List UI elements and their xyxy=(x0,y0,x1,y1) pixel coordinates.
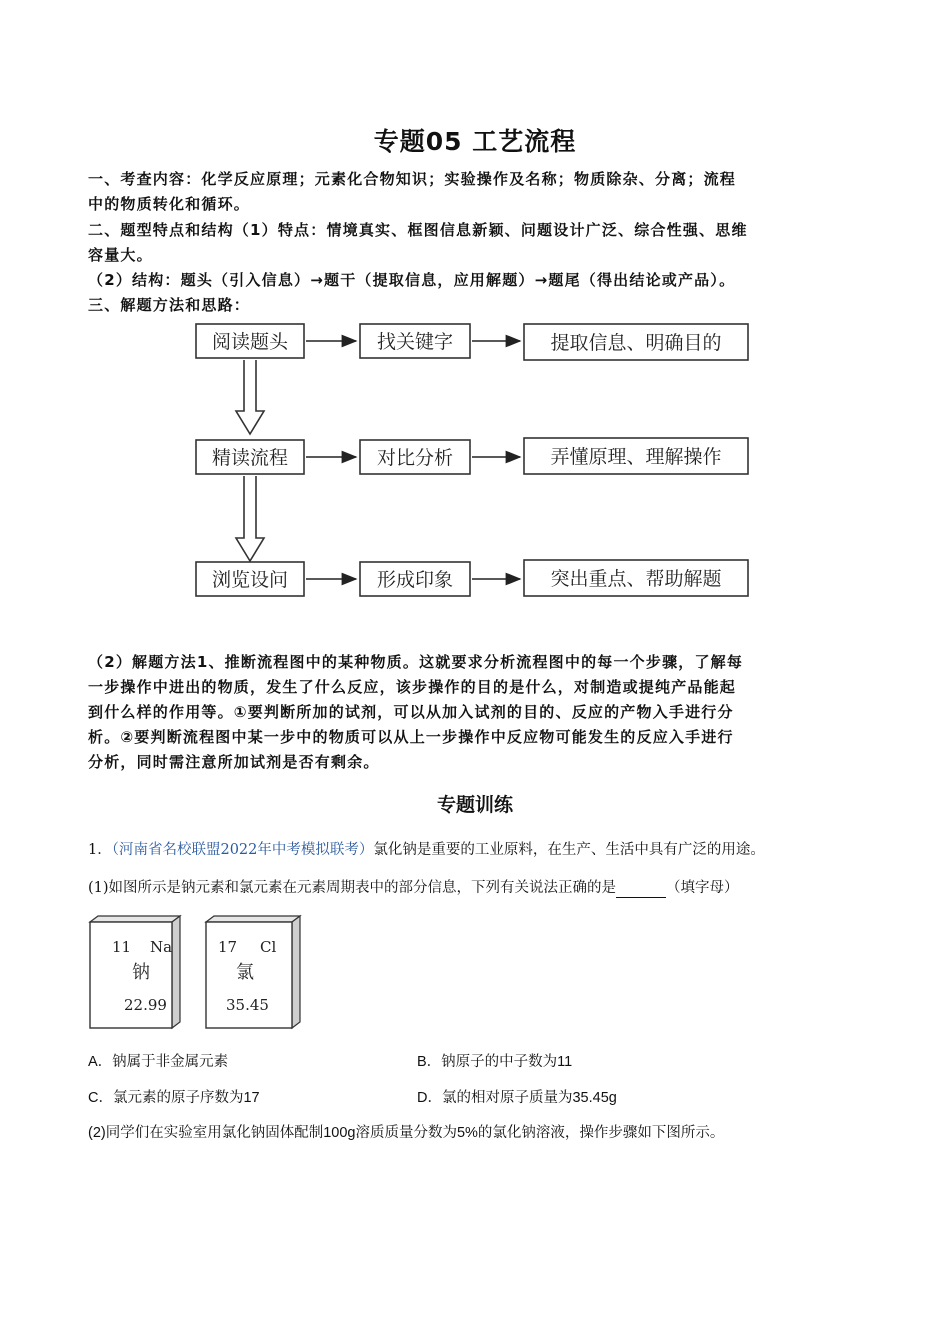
element-name: 钠 xyxy=(132,962,150,983)
down-arrow xyxy=(236,476,264,561)
flow-box-label: 提取信息、明确目的 xyxy=(550,332,722,354)
element-number: 11 xyxy=(112,938,132,956)
question-1-sub1 xyxy=(88,878,888,898)
question-source: （河南省名校联盟2022年中考模拟联考） xyxy=(111,842,374,858)
question-1-sub2: (2)同学们在实验室用氯化钠固体配制100g溶质质量分数为5%的氯化钠溶液，操作步骤如下图所示。 xyxy=(88,1125,725,1141)
intro-paragraph-4: 三、解题方法和思路： xyxy=(88,296,251,314)
method-line: 一步操作中进出的物质，发生了什么反应，该步操作的目的是什么，对制造或提纯产品能起 xyxy=(88,678,737,696)
element-mass: 22.99 xyxy=(124,996,167,1014)
option-c[interactable]: C．氯元素的原子序数为17 xyxy=(88,1090,260,1106)
flow-box-label: 突出重点、帮助解题 xyxy=(550,568,722,590)
element-mass: 35.45 xyxy=(226,996,269,1014)
intro-line: 容量大。 xyxy=(88,246,153,264)
element-name: 氯 xyxy=(236,962,254,983)
question-number: 1． xyxy=(88,842,112,858)
element-number: 17 xyxy=(218,938,238,956)
flow-box-label: 对比分析 xyxy=(376,447,454,469)
method-line: （2）解题方法1、推断流程图中的某种物质。这就要求分析流程图中的每一个步骤，了解每 xyxy=(88,653,744,671)
flow-box-label: 阅读题头 xyxy=(211,331,289,353)
method-paragraph xyxy=(88,650,868,775)
element-symbol: Na xyxy=(150,938,173,956)
intro-paragraph-3: （2）结构：题头（引入信息）→题干（提取信息，应用解题）→题尾（得出结论或产品）。 xyxy=(88,271,736,289)
option-b[interactable]: B．钠原子的中子数为11 xyxy=(417,1054,573,1070)
intro-line: 中的物质转化和循环。 xyxy=(88,195,251,213)
flow-box-label: 精读流程 xyxy=(211,447,289,469)
element-card-na xyxy=(90,916,180,1028)
flow-box-label: 弄懂原理、理解操作 xyxy=(550,446,722,468)
flow-box-label: 形成印象 xyxy=(376,569,454,591)
option-d[interactable]: D．氯的相对原子质量为35.45g xyxy=(417,1090,617,1106)
intro-paragraph-2 xyxy=(88,218,868,268)
solving-flowchart xyxy=(188,316,768,606)
intro-line: 二、题型特点和结构（1）特点：情境真实、框图信息新颖、问题设计广泛、综合性强、思维 xyxy=(88,221,748,239)
method-line: 分析，同时需注意所加试剂是否有剩余。 xyxy=(88,753,380,771)
intro-line: 一、考查内容：化学反应原理；元素化合物知识；实验操作及名称；物质除杂、分离；流程 xyxy=(88,170,737,188)
down-arrow xyxy=(236,360,264,434)
answer-blank[interactable] xyxy=(616,883,666,898)
flow-box-label: 找关键字 xyxy=(376,331,454,353)
section-title: 专题训练 xyxy=(436,794,513,816)
element-card-cl xyxy=(206,916,300,1028)
intro-paragraph-1 xyxy=(88,167,868,217)
method-line: 到什么样的作用等。①要判断所加的试剂，可以从加入试剂的目的、反应的产物入手进行分 xyxy=(88,703,734,721)
question-stem-text: 氯化钠是重要的工业原料，在生产、生活中具有广泛的用途。 xyxy=(373,842,765,858)
element-symbol: Cl xyxy=(260,938,277,956)
element-cards xyxy=(88,914,308,1034)
flow-box-label: 浏览设问 xyxy=(211,569,289,591)
question-1-stem xyxy=(88,840,888,860)
page-title: 专题05 工艺流程 xyxy=(373,127,577,156)
option-a[interactable]: A．钠属于非金属元素 xyxy=(88,1054,229,1070)
sub-question-text: (1)如图所示是钠元素和氯元素在元素周期表中的部分信息，下列有关说法正确的是 xyxy=(88,880,617,896)
method-line: 析。②要判断流程图中某一步中的物质可以从上一步操作中反应物可能发生的反应入手进行 xyxy=(88,728,734,746)
sub-question-suffix: （填字母） xyxy=(666,880,739,896)
